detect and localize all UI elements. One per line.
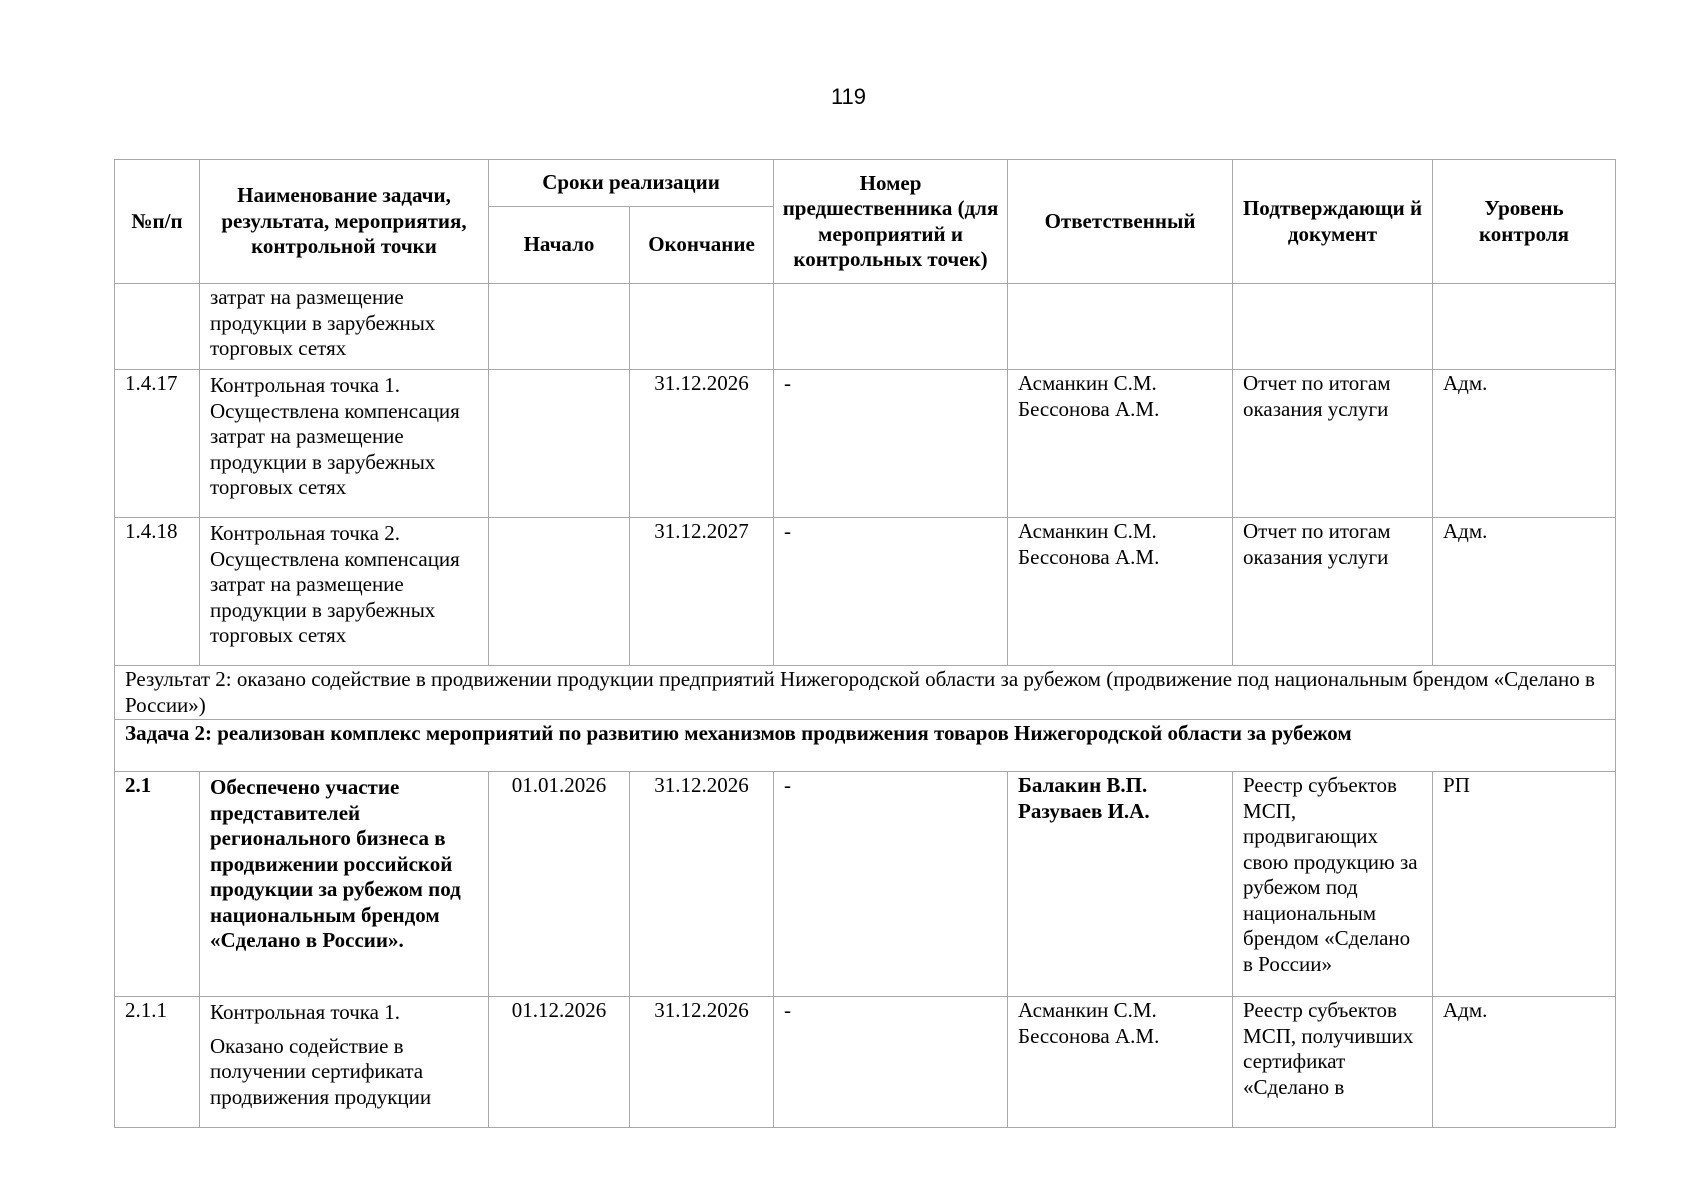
header-terms: Сроки реализации xyxy=(489,160,774,207)
cell-predecessor: - xyxy=(774,772,1008,997)
header-num: №п/п xyxy=(115,160,200,284)
cell-start xyxy=(489,284,630,370)
cell-responsible xyxy=(1008,997,1233,1128)
cell-responsible xyxy=(1008,370,1233,518)
name-text: Обеспечено участие представителей регионального бизнеса в продвижении российской продукции за рубежом под национальным брендом «Сделано в России». xyxy=(210,775,461,952)
header-document: Подтверждающи й документ xyxy=(1233,160,1433,284)
cell-end: 31.12.2026 xyxy=(630,370,774,518)
cell-level xyxy=(1433,284,1616,370)
cell-document: Реестр субъектов МСП, получивших сертификат «Сделано в xyxy=(1233,997,1433,1128)
header-end: Окончание xyxy=(630,207,774,284)
cell-predecessor xyxy=(774,284,1008,370)
cell-num: 1.4.17 xyxy=(115,370,200,518)
table-row-2-1 xyxy=(115,772,1616,997)
responsible-person: Асманкин С.М. xyxy=(1018,519,1157,543)
responsible-person: Бессонова А.М. xyxy=(1018,396,1160,421)
cell-num: 2.1 xyxy=(115,772,200,997)
cell-name xyxy=(200,370,489,518)
name-text: Контрольная точка 1. Осуществлена компенсация затрат на размещение продукции в зарубежных торговых сетях xyxy=(210,373,460,499)
plan-table xyxy=(114,159,1616,1128)
cell-num: 2.1.1 xyxy=(115,997,200,1128)
header-responsible: Ответственный xyxy=(1008,160,1233,284)
result-text: Результат 2: оказано содействие в продвижении продукции предприятий Нижегородской области за рубежом (продвижение под национальным брендом «Сделано в России») xyxy=(115,666,1616,720)
cell-start: 01.01.2026 xyxy=(489,772,630,997)
result-row xyxy=(115,666,1616,720)
cell-responsible xyxy=(1008,518,1233,666)
cell-name xyxy=(200,997,489,1128)
cell-predecessor: - xyxy=(774,370,1008,518)
table-row-1-4-17 xyxy=(115,370,1616,518)
header-level: Уровень контроля xyxy=(1433,160,1616,284)
cell-level: Адм. xyxy=(1433,997,1616,1128)
header-predecessor: Номер предшественника (для мероприятий и контрольных точек) xyxy=(774,160,1008,284)
cell-name xyxy=(200,772,489,997)
header-start: Начало xyxy=(489,207,630,284)
responsible-person: Асманкин С.М. xyxy=(1018,371,1157,395)
table-row-continued xyxy=(115,284,1616,370)
cell-name: затрат на размещение продукции в зарубежных торговых сетях xyxy=(200,284,489,370)
cell-document xyxy=(1233,284,1433,370)
task-text: Задача 2: реализован комплекс мероприятий по развитию механизмов продвижения товаров Нижегородской области за рубежом xyxy=(115,720,1616,772)
cell-level: РП xyxy=(1433,772,1616,997)
name-text: Контрольная точка 2. Осуществлена компенсация затрат на размещение продукции в зарубежных торговых сетях xyxy=(210,521,460,647)
cell-document: Отчет по итогам оказания услуги xyxy=(1233,370,1433,518)
cell-start xyxy=(489,370,630,518)
responsible-person: Асманкин С.М. xyxy=(1018,998,1157,1022)
cell-document: Реестр субъектов МСП, продвигающих свою продукцию за рубежом под национальным брендом «Сделано в России» xyxy=(1233,772,1433,997)
cell-document: Отчет по итогам оказания услуги xyxy=(1233,518,1433,666)
cell-level: Адм. xyxy=(1433,518,1616,666)
cell-num: 1.4.18 xyxy=(115,518,200,666)
cell-end: 31.12.2026 xyxy=(630,772,774,997)
name-text: Контрольная точка 1. xyxy=(210,1000,401,1024)
name-text: Оказано содействие в получении сертификата продвижения продукции xyxy=(210,1033,432,1109)
responsible-person: Разуваев И.А. xyxy=(1018,798,1150,823)
cell-num xyxy=(115,284,200,370)
cell-responsible xyxy=(1008,772,1233,997)
cell-start: 01.12.2026 xyxy=(489,997,630,1128)
task-row xyxy=(115,720,1616,772)
page-number: 119 xyxy=(830,84,867,109)
responsible-person: Бессонова А.М. xyxy=(1018,1023,1160,1048)
table-row-1-4-18 xyxy=(115,518,1616,666)
cell-name xyxy=(200,518,489,666)
cell-end: 31.12.2026 xyxy=(630,997,774,1128)
cell-start xyxy=(489,518,630,666)
cell-level: Адм. xyxy=(1433,370,1616,518)
cell-predecessor: - xyxy=(774,518,1008,666)
header-name: Наименование задачи, результата, мероприятия, контрольной точки xyxy=(200,160,489,284)
cell-predecessor: - xyxy=(774,997,1008,1128)
responsible-person: Бессонова А.М. xyxy=(1018,544,1160,569)
cell-end xyxy=(630,284,774,370)
cell-responsible xyxy=(1008,284,1233,370)
responsible-person: Балакин В.П. xyxy=(1018,773,1148,797)
table-row-2-1-1 xyxy=(115,997,1616,1128)
header-row xyxy=(115,160,1616,207)
cell-end: 31.12.2027 xyxy=(630,518,774,666)
